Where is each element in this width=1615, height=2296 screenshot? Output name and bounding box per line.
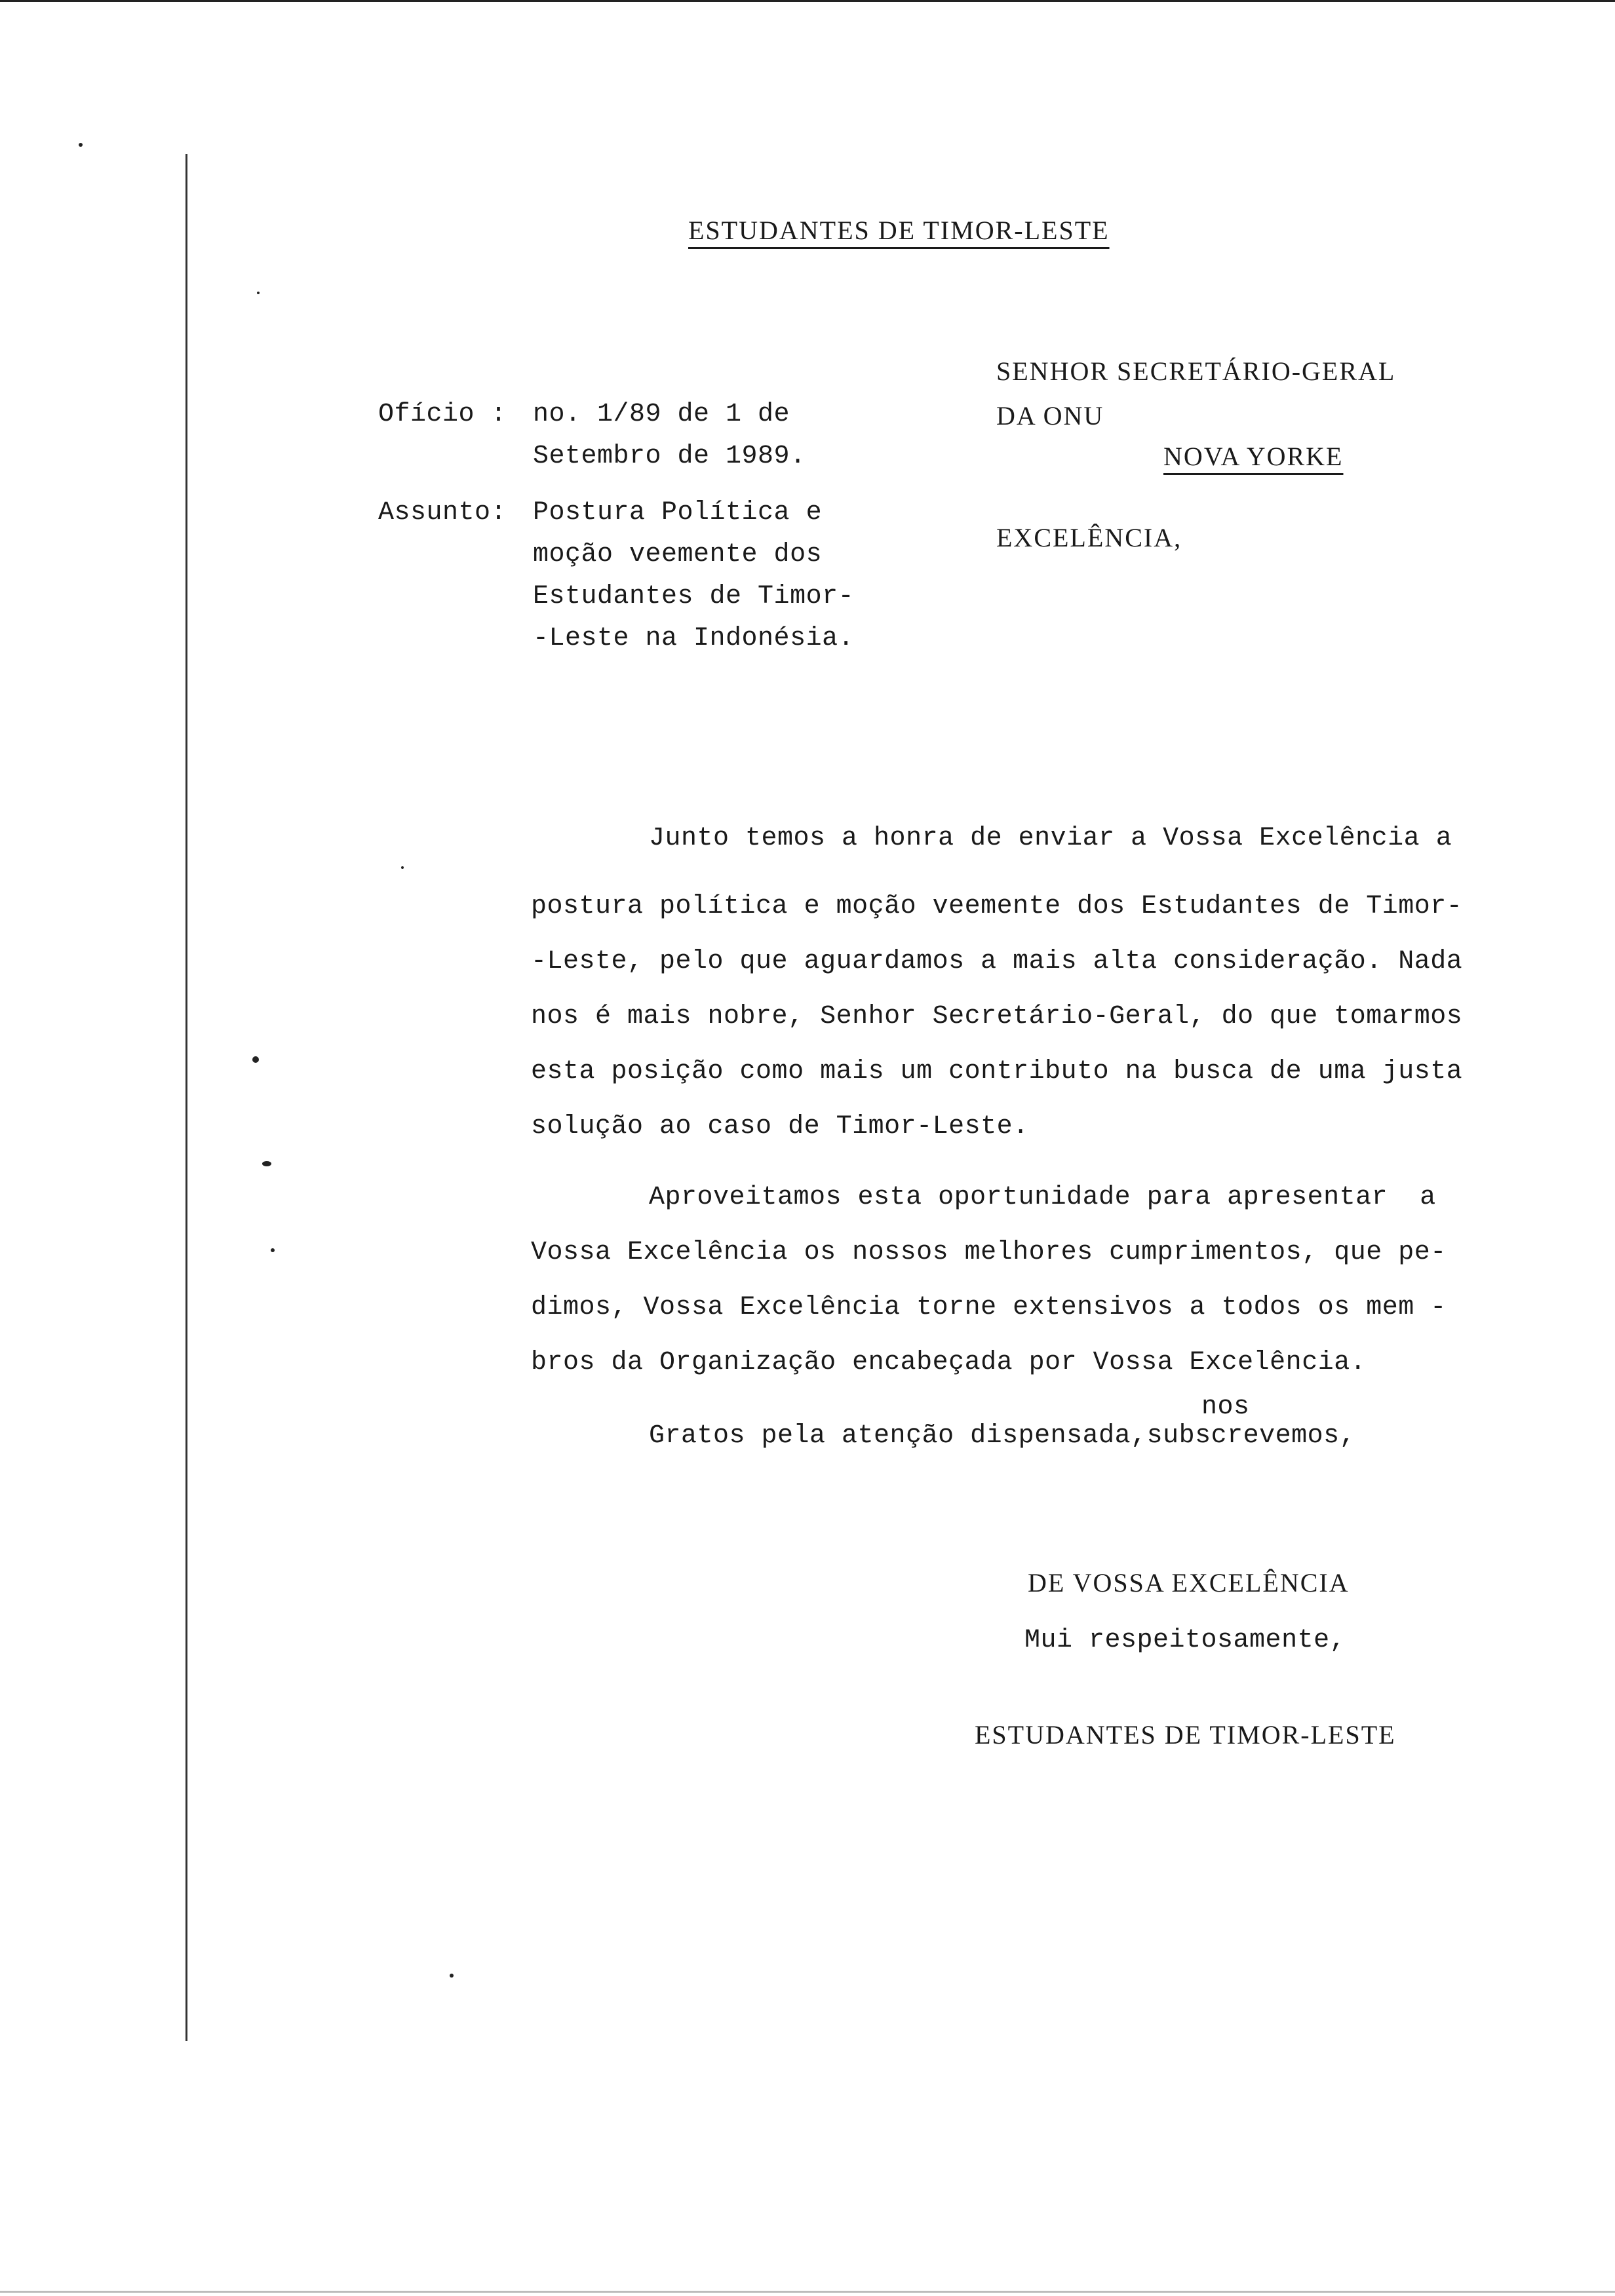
- addressee-line-1: SENHOR SECRETÁRIO-GERAL: [996, 356, 1396, 386]
- scan-speck: [271, 1248, 275, 1252]
- assunto-line-3: Estudantes de Timor-: [533, 582, 855, 611]
- body-p1-line-4: nos é mais nobre, Senhor Secretário-Geral, do que tomarmos: [531, 1002, 1463, 1031]
- assunto-label: Assunto:: [378, 498, 507, 527]
- body-p1-line-5: esta posição como mais um contributo na busca de uma justa: [531, 1057, 1463, 1086]
- body-p1-line-3: -Leste, pelo que aguardamos a mais alta consideração. Nada: [531, 947, 1463, 976]
- scan-speck: [450, 1974, 454, 1978]
- body-p1-line-6: solução ao caso de Timor-Leste.: [531, 1112, 1029, 1141]
- document-title: ESTUDANTES DE TIMOR-LESTE: [688, 216, 1110, 245]
- body-p1-line-1: Junto temos a honra de enviar a Vossa Excelência a: [649, 824, 1452, 853]
- scan-speck: [79, 143, 83, 147]
- body-p2-line-4: bros da Organização encabeçada por Vossa Excelência.: [531, 1348, 1367, 1377]
- scan-speck: [257, 292, 260, 294]
- oficio-line-1: no. 1/89 de 1 de: [533, 400, 790, 429]
- scan-top-edge: [0, 0, 1615, 2]
- left-margin-line: [185, 154, 187, 2041]
- assunto-line-4: -Leste na Indonésia.: [533, 624, 855, 653]
- oficio-line-2: Setembro de 1989.: [533, 442, 806, 471]
- body-p3-line-1: Gratos pela atenção dispensada,subscrevemos,: [649, 1421, 1356, 1451]
- body-p2-line-1: Aproveitamos esta oportunidade para apresentar a: [649, 1183, 1436, 1212]
- assunto-line-1: Postura Política e: [533, 498, 823, 527]
- scan-bottom-edge: [0, 2291, 1615, 2293]
- oficio-label: Ofício :: [378, 400, 507, 429]
- handwritten-insert: nos: [1201, 1392, 1250, 1422]
- scan-speck: [401, 866, 404, 869]
- closing-line-2: Mui respeitosamente,: [1024, 1626, 1346, 1655]
- addressee-city: NOVA YORKE: [1163, 442, 1344, 471]
- body-p1-line-2: postura política e moção veemente dos Estudantes de Timor-: [531, 892, 1463, 921]
- assunto-line-2: moção veemente dos: [533, 540, 823, 569]
- closing-line-1: DE VOSSA EXCELÊNCIA: [1028, 1568, 1350, 1598]
- addressee-line-2: DA ONU: [996, 401, 1104, 430]
- body-p2-line-2: Vossa Excelência os nossos melhores cumprimentos, que pe-: [531, 1238, 1447, 1267]
- scan-speck: [262, 1161, 271, 1166]
- salutation: EXCELÊNCIA,: [996, 523, 1182, 552]
- scan-speck: [252, 1056, 259, 1063]
- body-p2-line-3: dimos, Vossa Excelência torne extensivos a todos os mem -: [531, 1293, 1447, 1322]
- signature: ESTUDANTES DE TIMOR-LESTE: [975, 1720, 1396, 1750]
